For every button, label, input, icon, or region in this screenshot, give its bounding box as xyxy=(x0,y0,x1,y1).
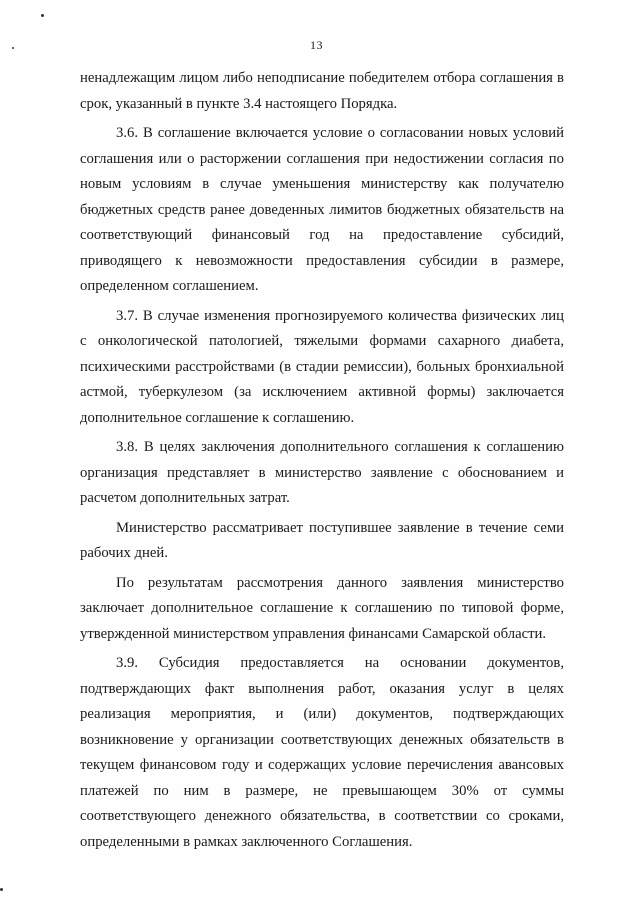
scan-speck xyxy=(41,14,44,17)
paragraph-3-8: 3.8. В целях заключения дополнительного соглашения к соглашению организация представляет в министерство заявление с обоснованием и расчетом дополнительных затрат. xyxy=(80,439,564,506)
paragraph-3-7: 3.7. В случае изменения прогнозируемого количества физических лиц с онкологической патологией, тяжелыми формами сахарного диабета, психическими расстройствами (в стадии ремиссии), больных бронхиальной астмой, туберкулезом (за исключением активной формы) заключается дополнительное соглашение к соглашению. xyxy=(80,307,564,426)
page-number: 13 xyxy=(310,38,323,52)
scan-speck xyxy=(0,888,3,891)
paragraph-continuation: ненадлежащим лицом либо неподписание победителем отбора соглашения в срок, указанный в пункте 3.4 настоящего Порядка. xyxy=(80,70,564,112)
paragraph-3-9: 3.9. Субсидия предоставляется на основании документов, подтверждающих факт выполнения работ, оказания услуг в целях реализация мероприятия, и (или) документов, подтверждающих возникновение у организации соответствующих денежных обязательств в текущем финансовом году и содержащих условие перечисления авансовых платежей по ним в размере, не превышающем 30% от суммы соответствующего денежного обязательства, в соответствии со сроками, определенными в рамках заключенного Соглашения. xyxy=(80,655,564,850)
paragraph-3-6: 3.6. В соглашение включается условие о согласовании новых условий соглашения или о расторжении соглашения при недостижении согласия по новым условиям в случае уменьшения министерству как получателю бюджетных средств ранее доведенных лимитов бюджетных обязательств на соответствующий финансовый год на предоставление субсидий, приводящего к невозможности предоставления субсидии в размере, определенном соглашением. xyxy=(80,125,564,294)
paragraph-ministry-review: Министерство рассматривает поступившее заявление в течение семи рабочих дней. xyxy=(80,519,564,561)
paragraph-review-results: По результатам рассмотрения данного заявления министерство заключает дополнительное соглашение к соглашению по типовой форме, утвержденной министерством управления финансами Самарской области. xyxy=(80,574,564,642)
document-body xyxy=(80,66,564,855)
